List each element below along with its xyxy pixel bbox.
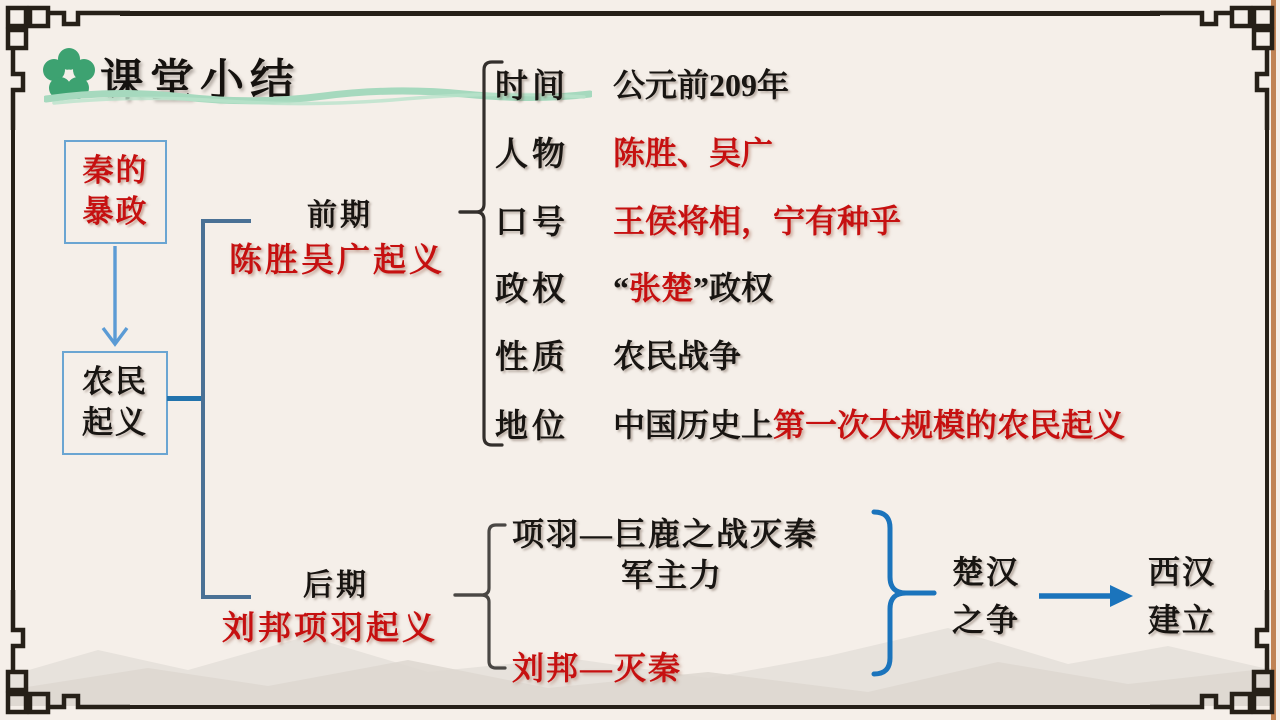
detail-value bbox=[613, 196, 901, 243]
frame-border-right bbox=[1265, 120, 1270, 600]
node-western-han-founded bbox=[1132, 548, 1232, 644]
frame-border-bottom bbox=[120, 705, 1160, 710]
detail-label: 人物 bbox=[495, 137, 569, 173]
node-chu-han-line2: 之争 bbox=[951, 602, 1020, 638]
node-chu-han-line1: 楚汉 bbox=[951, 554, 1020, 590]
detail-value-red: 张楚 bbox=[629, 270, 694, 306]
late-stage-name: 刘邦项羽起义 bbox=[222, 611, 438, 647]
detail-value-red: 王侯将相，宁有种乎 bbox=[613, 203, 902, 239]
late-details-bracket bbox=[450, 518, 510, 678]
detail-row-slogan bbox=[495, 196, 901, 243]
liubang-achievement: 刘邦—灭秦 bbox=[512, 650, 683, 686]
late-stage-label: 后期 bbox=[303, 569, 369, 602]
xiangyu-achievement-line1: 项羽—巨鹿之战灭秦 bbox=[512, 516, 819, 552]
detail-label: 性质 bbox=[495, 340, 569, 376]
branch-bottom-tick bbox=[201, 595, 251, 599]
detail-value bbox=[613, 331, 741, 378]
node-western-han-line2: 建立 bbox=[1147, 602, 1216, 638]
detail-row-time bbox=[495, 60, 789, 107]
branch-vertical-line bbox=[201, 219, 205, 599]
merge-brace bbox=[860, 505, 940, 685]
node-qin-tyranny bbox=[64, 140, 167, 244]
frame-corner-fret-top-right-icon bbox=[1150, 0, 1280, 130]
node-western-han-line1: 西汉 bbox=[1147, 554, 1216, 590]
xiangyu-achievement-line2: 军主力 bbox=[620, 557, 723, 593]
detail-value-black: 中国历史上 bbox=[613, 407, 774, 443]
detail-row-status bbox=[495, 400, 1125, 447]
right-arrow-icon bbox=[1036, 580, 1136, 612]
node-peasant-uprising bbox=[62, 351, 168, 455]
detail-value bbox=[613, 128, 773, 175]
detail-value bbox=[613, 400, 1125, 447]
node-qin-tyranny-line2: 暴政 bbox=[82, 194, 149, 229]
node-qin-tyranny-line1: 秦的 bbox=[82, 153, 149, 189]
frame-border-top bbox=[120, 11, 1160, 16]
detail-row-nature bbox=[495, 331, 741, 378]
branch-top-tick bbox=[201, 219, 251, 223]
frame-border-left bbox=[11, 120, 16, 600]
detail-row-regime bbox=[495, 263, 773, 310]
early-stage-label: 前期 bbox=[307, 199, 373, 232]
detail-value-red: 第一次大规模的农民起义 bbox=[773, 407, 1126, 443]
detail-label: 政权 bbox=[495, 272, 569, 308]
node-peasant-uprising-line1: 农民 bbox=[82, 364, 148, 400]
detail-value bbox=[613, 263, 773, 310]
detail-value bbox=[613, 60, 789, 107]
node-peasant-uprising-line2: 起义 bbox=[82, 405, 148, 440]
detail-value-black: 公元前209年 bbox=[613, 67, 790, 103]
detail-label: 地位 bbox=[495, 409, 569, 445]
down-arrow-icon bbox=[99, 244, 131, 350]
detail-value-black: ”政权 bbox=[693, 270, 774, 306]
detail-value-black: “ bbox=[613, 270, 629, 306]
frame-corner-fret-bottom-left-icon bbox=[0, 590, 130, 720]
detail-row-people bbox=[495, 128, 773, 175]
detail-value-red: 陈胜、吴广 bbox=[613, 135, 774, 171]
connector-box-to-branch bbox=[167, 396, 204, 401]
detail-value-black: 农民战争 bbox=[613, 338, 742, 374]
detail-label: 口号 bbox=[495, 205, 569, 241]
detail-label: 时间 bbox=[495, 69, 569, 105]
early-stage-name: 陈胜吴广起义 bbox=[229, 243, 445, 279]
page-title: 课堂小结 bbox=[100, 56, 300, 105]
node-chu-han-contention bbox=[936, 548, 1036, 644]
early-details-bracket bbox=[450, 55, 510, 455]
